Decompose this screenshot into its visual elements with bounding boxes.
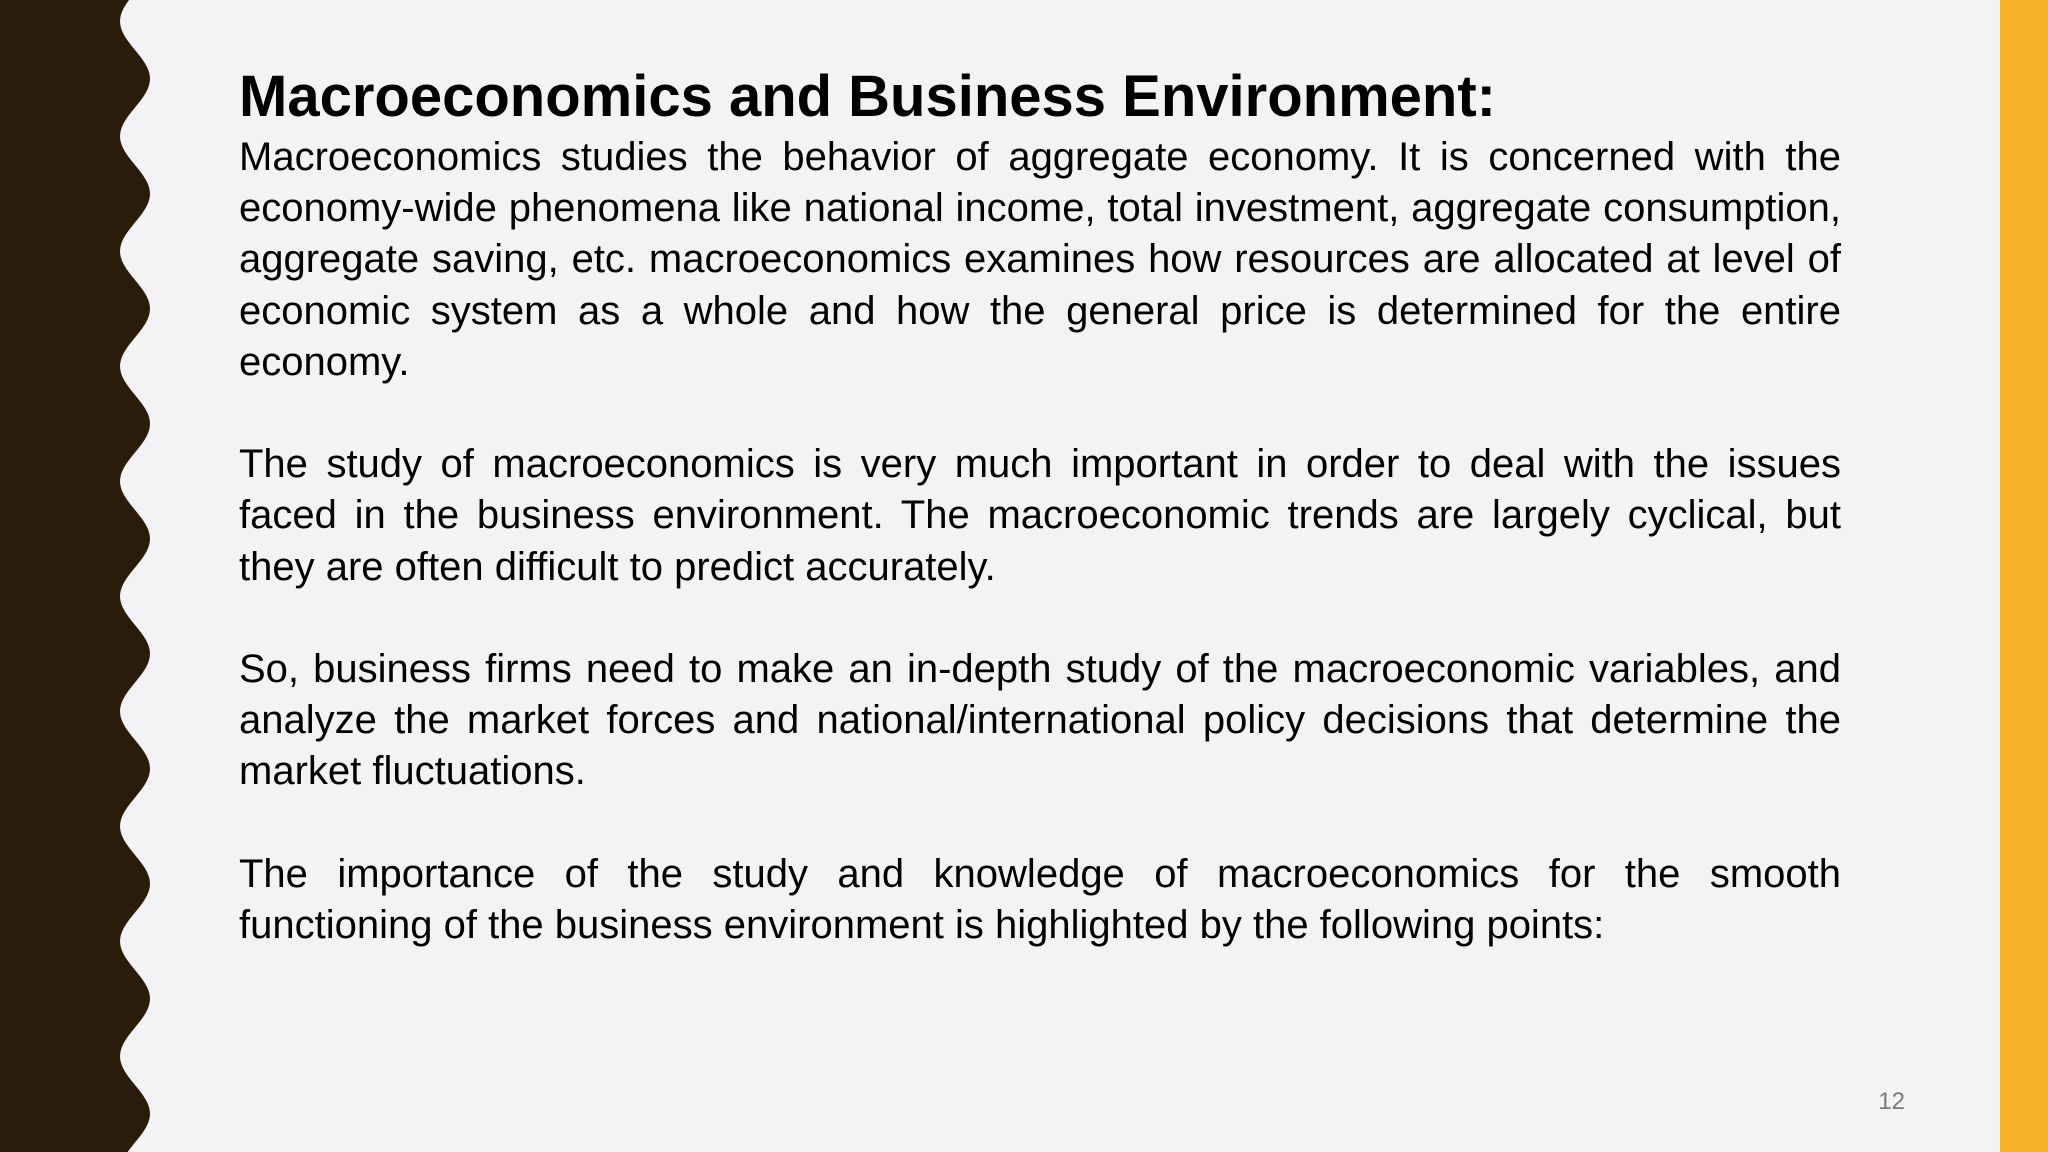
right-accent-bar [2000, 0, 2048, 1152]
paragraph-spacer [239, 798, 1841, 849]
slide-content [239, 62, 1841, 951]
paragraph-importance-of-study: The study of macroeconomics is very much important in order to deal with the issues faced in the business environment. The macroeconomic trends are largely cyclical, but they are often difficult to predict accurately. [239, 442, 1841, 589]
paragraph-spacer [239, 593, 1841, 644]
paragraph-macroeconomics-definition: Macroeconomics studies the behavior of aggregate economy. It is concerned with the economy-wide phenomena like national income, total investment, aggregate consumption, aggregate saving, etc. macroeconomics examines how resources are allocated at level of economic system as a whole and how the general price is determined for the entire economy. [239, 135, 1841, 384]
paragraph-spacer [239, 388, 1841, 439]
paragraph-following-points: The importance of the study and knowledge of macroeconomics for the smooth functioning of the business environment is highlighted by the following points: [239, 851, 1841, 947]
paragraph-business-firms: So, business firms need to make an in-depth study of the macroeconomic variables, and analyze the market forces and national/international policy decisions that determine the market fluctuations. [239, 647, 1841, 794]
page-number: 12 [1878, 1088, 1905, 1115]
wavy-left-border [0, 0, 160, 1152]
slide-title: Macroeconomics and Business Environment: [239, 64, 1496, 129]
